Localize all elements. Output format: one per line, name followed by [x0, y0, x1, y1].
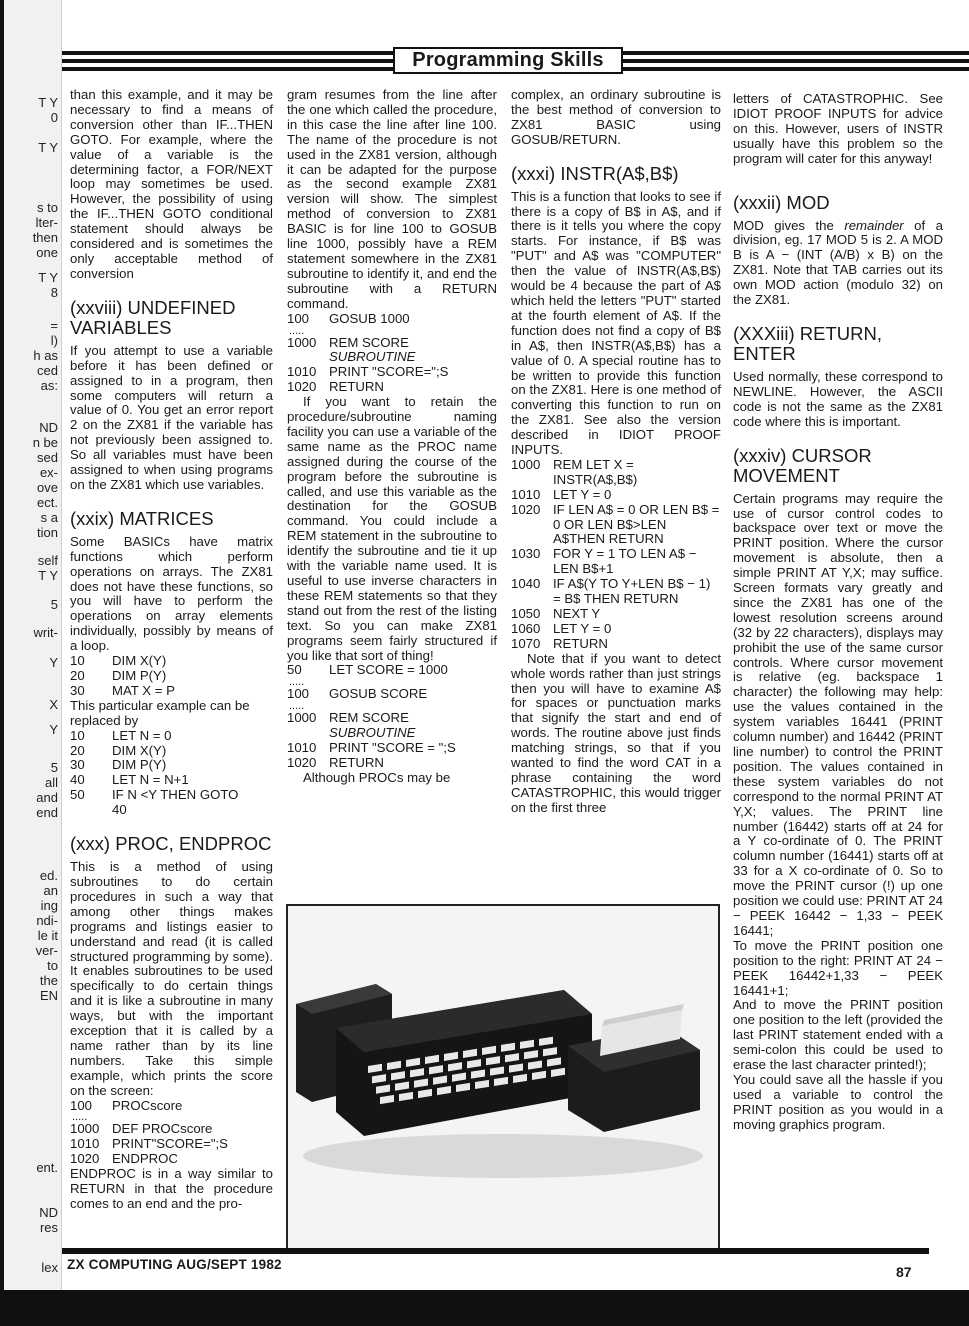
code-continuation: SUBROUTINE [329, 725, 416, 741]
paragraph: letters of CATASTROPHIC. See IDIOT PROOF INPUTS for advice on this. However, users of INSTR usually have this problem so the program will cater for this anyway! [733, 91, 943, 166]
facing-page-text: lter- [35, 215, 58, 230]
facing-page-text: ed. [39, 868, 58, 883]
facing-page-text: X [49, 697, 58, 712]
heading-proc-endproc: (xxx) PROC, ENDPROC [70, 833, 272, 855]
paragraph: Used normally, these correspond to NEWLINE. However, the ASCII code is not the same as the ZX81 code where this is important. [733, 368, 943, 429]
facing-page-text: to [47, 958, 58, 973]
heading-matrices: (xxix) MATRICES [70, 507, 214, 529]
facing-page-text: T Y [38, 270, 58, 285]
facing-page-text: EN [39, 988, 58, 1003]
code-line: 50 IF N <Y THEN GOTO [70, 787, 239, 803]
paragraph: gram resumes from the line after the one which called the procedure, in this case the line after line 100. The name of the procedure is not used in the ZX81 version, although it can be adapted for the purpose as the second example ZX81 version will show. The simplest method of conversion to ZX81 BASIC is for line 100 to GOSUB line 1000, possibly have a REM statement somewhere in the ZX81 subroutine to identify it, and end the subroutine with a RETURN command. [287, 87, 497, 311]
facing-page-text: ND [39, 1205, 58, 1220]
facing-page-text: res [39, 1220, 58, 1235]
code-listing [287, 365, 497, 395]
code-ellipsis: ..... [289, 700, 305, 713]
paragraph: You could save all the hassle if you used a variable to control the PRINT position as you would in a moving graphics program. [733, 1071, 943, 1132]
facing-page-text: = [50, 318, 58, 333]
code-line: 50 LET SCORE = 1000 [287, 662, 448, 678]
code-ellipsis: ..... [72, 1111, 88, 1124]
facing-page-text: ver- [35, 943, 58, 958]
footer-rule [62, 1248, 929, 1254]
column-2 [287, 88, 497, 786]
zx81-illustration [288, 906, 718, 1251]
facing-page-text: then [32, 230, 58, 245]
paragraph: Certain programs may require the use of cursor control codes to backspace over text or move the PRINT position. Where the cursor movement is absolute, then a simple PRINT AT Y,X; may suffice. Screen formats vary greatly and since the ZX81 has one of the lowest resolution screens around (32 by 22 characters), displays may prohibit the use of the same cursor controls. Where cursor movement is relative (eg. backspace 1 character) the following may help: use the values contained in the system variables 16441 (PRINT column number) and 16442 (PRINT line number) to control the PRINT position. The values contained in these system variables do not correspond to the normal PRINT AT Y,X; values. The PRINT line number (16442) starts off at 24 for a Y co-ordinate of 0. The PRINT column number (16441) starts off at 33 for a X co-ordinate of 0. So to move the PRINT cursor (!) up one position we could use: PRINT AT 24 − PEEK 16442 − 1,33 − PEEK 16441; [733, 490, 943, 938]
code-line: 30 DIM P(Y) [70, 757, 167, 773]
heading-return-enter: (XXXiii) RETURN, ENTER [733, 322, 883, 364]
facing-page-text: all [44, 775, 58, 790]
code-line: 40 LET N = N+1 [70, 772, 189, 788]
facing-page-text: s a [40, 510, 58, 525]
facing-page-text: 5 [50, 597, 58, 612]
facing-page-text: T Y [38, 95, 58, 110]
facing-page-text: l) [50, 333, 58, 348]
heading-mod: (xxxii) MOD [733, 191, 830, 213]
code-line: 100 PROCscore [70, 1097, 183, 1113]
code-line: 1000 REM SCORE [287, 334, 409, 350]
binding-shadow [0, 0, 4, 1326]
heading-instr: (xxxi) INSTR(A$,B$) [511, 162, 679, 184]
code-line: 1010 LET Y = 0 [511, 486, 612, 502]
paragraph: This is a function that looks to see if there is a copy of B$ in A$, and if there is it tells you where the copy starts. For instance, if B$ was "PUT" and A$ was "COMPUTER" then the value of INSTR(A$,B$) would be 4 because the part of A$ which held the letters "PUT" started at the fourth element of A$. If the function does not find a copy of B$ in A$, then INSTR(A$,B$) has a value of 0. A special routine has to be written to provide this function on the ZX81. Here is one method of converting this function to run on the ZX81. See also the version described in IDIOT PROOF INPUTS. [511, 188, 721, 458]
code-line: 1040 IF A$(Y TO Y+LEN B$ − 1) = B$ THEN RETURN [511, 576, 711, 607]
code-listing [511, 458, 721, 652]
facing-page-text: end [36, 805, 58, 820]
code-continuation: SUBROUTINE [329, 349, 416, 365]
paragraph: complex, an ordinary subroutine is the best method of conversion to ZX81 BASIC using GOSUB/RETURN. [511, 87, 721, 147]
paragraph: If you attempt to use a variable before it has been defined or assigned to in a program, then some computers will return a value of 0. You get an error report 2 on the ZX81 if the variable has not previously been assigned to. So all variables must have been assigned to when using programs on the ZX81 which use variables. [70, 342, 273, 492]
facing-page-text: ect. [37, 495, 58, 510]
paragraph: Although PROCs may be [303, 769, 451, 785]
column-4 [733, 92, 943, 1133]
facing-page-edge [0, 0, 62, 1290]
code-line: 10 DIM X(Y) [70, 653, 167, 669]
magazine-issue: ZX COMPUTING AUG/SEPT 1982 [67, 1257, 282, 1272]
scan-bottom-edge [0, 1290, 969, 1326]
code-line: 1010 PRINT"SCORE=";S [70, 1136, 228, 1152]
facing-page-text: sed [37, 450, 58, 465]
code-line: 30 MAT X = P [70, 682, 175, 698]
facing-page-text: 0 [50, 110, 58, 125]
facing-page-text: le it [37, 928, 58, 943]
column-1 [70, 88, 273, 1212]
facing-page-text: T Y [38, 568, 58, 583]
paragraph: If you want to retain the procedure/subroutine naming facility you can use a variable of the same name as the PROC name assigned during the course of the program before the subroutine is called, and use this variable as the destination for the GOSUB command. You could include a REM statement in the subroutine to identify the subroutine and tie it up with the variable name used. It is useful to use inverse characters in these REM statements so that they stand out from the rest of the listing text. So you can make ZX81 programs seem fairly structured if you like that sort of thing! [287, 394, 497, 663]
code-listing [70, 729, 273, 804]
code-listing [70, 654, 273, 699]
facing-page-text: ced [37, 363, 58, 378]
paragraph: than this example, and it may be necessary to find a means of conversion other than IF...THEN GOTO. For example, where the value of a variable is the determining factor, a FOR/NEXT loop may sometimes be used. However, the possibility of using the IF...THEN GOTO conditional statement should always be considered and is sometimes the only acceptable method of conversion [70, 87, 273, 281]
paragraph: And to move the PRINT position one position to the left (provided the last PRINT statement ended with a semi-colon this could be used to erase the last character printed!); [733, 997, 943, 1073]
code-line: 20 DIM X(Y) [70, 742, 167, 758]
facing-page-text: n be [32, 435, 58, 450]
heading-cursor-movement: (xxxiv) CURSOR MOVEMENT [733, 444, 872, 486]
code-line: 1020 ENDPROC [70, 1151, 178, 1167]
code-listing [287, 741, 497, 771]
zx81-photo [286, 904, 720, 1253]
facing-page-text: ex- [39, 465, 58, 480]
code-ellipsis: ..... [289, 324, 305, 337]
paragraph: ENDPROC is in a way similar to RETURN in that the procedure comes to an end and the pro- [70, 1166, 273, 1211]
code-line: 1030 FOR Y = 1 TO LEN A$ − LEN B$+1 [511, 546, 697, 577]
facing-page-text: lex [41, 1260, 58, 1275]
paragraph: Some BASICs have matrix functions which perform operations on arrays. The ZX81 does not have these functions, so you will have to perform the operations on array elements individually, possibly by means of a loop. [70, 533, 273, 654]
facing-page-text: T Y [38, 140, 58, 155]
facing-page-text: tion [37, 525, 58, 540]
facing-page-text: writ- [33, 625, 58, 640]
code-listing [70, 1122, 273, 1167]
facing-page-text: ing [40, 898, 58, 913]
facing-page-text: as: [40, 378, 58, 393]
code-line: 1070 RETURN [511, 635, 608, 651]
paragraph: This particular example can be replaced by [70, 697, 250, 728]
code-line: 100 GOSUB 1000 [287, 310, 410, 326]
code-line: 10 LET N = 0 [70, 727, 172, 743]
facing-page-text: Y [49, 722, 58, 737]
code-line: 1060 LET Y = 0 [511, 620, 612, 636]
code-line: 1000 DEF PROCscore [70, 1121, 213, 1137]
code-continuation: 40 [112, 802, 127, 818]
facing-page-text: Y [49, 655, 58, 670]
page-number: 87 [896, 1264, 912, 1280]
facing-page-text: and [36, 790, 58, 805]
facing-page-text: h as [33, 348, 58, 363]
facing-page-text: 8 [50, 285, 58, 300]
facing-page-text: ND [39, 420, 58, 435]
paragraph: Note that if you want to detect whole words rather than just strings then you will have to examine A$ for spaces or punctuation marks that signify the start and end of words. The routine above just finds matching strings, so that if you wanted to find the word CAT in a phrase containing the word CATASTROPHIC, this would trigger on the first three [511, 650, 721, 815]
code-ellipsis: ..... [289, 676, 305, 689]
code-line: 1010 PRINT "SCORE=";S [287, 364, 449, 380]
code-line: 1000 REM LET X = INSTR(A$,B$) [511, 456, 638, 487]
facing-page-text: 5 [50, 760, 58, 775]
facing-page-text: ent. [36, 1160, 58, 1175]
code-line: 1010 PRINT "SCORE = ";S [287, 740, 456, 756]
code-line: 100 GOSUB SCORE [287, 686, 428, 702]
facing-page-text: s to [37, 200, 58, 215]
facing-page-text: ove [37, 480, 58, 495]
column-3 [511, 88, 721, 816]
paragraph: To move the PRINT position one position to the right: PRINT AT 24 − PEEK 16442+1,33 − PEEK 16441+1; [733, 937, 943, 998]
facing-page-text: one [36, 245, 58, 260]
code-line: 1020 RETURN [287, 379, 384, 395]
code-line: 20 DIM P(Y) [70, 668, 167, 683]
facing-page-text: an [43, 883, 58, 898]
paragraph: MOD gives the remainder of a division, eg. 17 MOD 5 is 2. A MOD B is A − (INT (A/B) x B) on the ZX81. Note that TAB carries out its own MOD action (modulo 32) on the ZX81. [733, 217, 943, 308]
heading-undefined-variables: (xxviii) UNDEFINED VARIABLES [70, 296, 236, 338]
facing-page-text: self [37, 553, 58, 568]
facing-page-text: the [39, 973, 58, 988]
paragraph: This is a method of using subroutines to do certain procedures in such a way that among other things makes programs and listings easier to understand and read (it is called structured programming by some). It enables subroutines to be used specifically to do certain things and it is like a subroutine in many ways, but with the important exception that it is called by a name rather than by its line numbers. Take this simple example, which prints the score on the screen: [70, 859, 273, 1098]
code-line: 1020 IF LEN A$ = 0 OR LEN B$ = 0 OR LEN B$>LEN A$THEN RETURN [511, 501, 720, 547]
code-line: 1050 NEXT Y [511, 606, 601, 621]
section-title: Programming Skills [393, 47, 623, 74]
facing-page-text: ndi- [36, 913, 58, 928]
code-line: 1000 REM SCORE [287, 710, 409, 726]
code-line: 1020 RETURN [287, 754, 384, 770]
